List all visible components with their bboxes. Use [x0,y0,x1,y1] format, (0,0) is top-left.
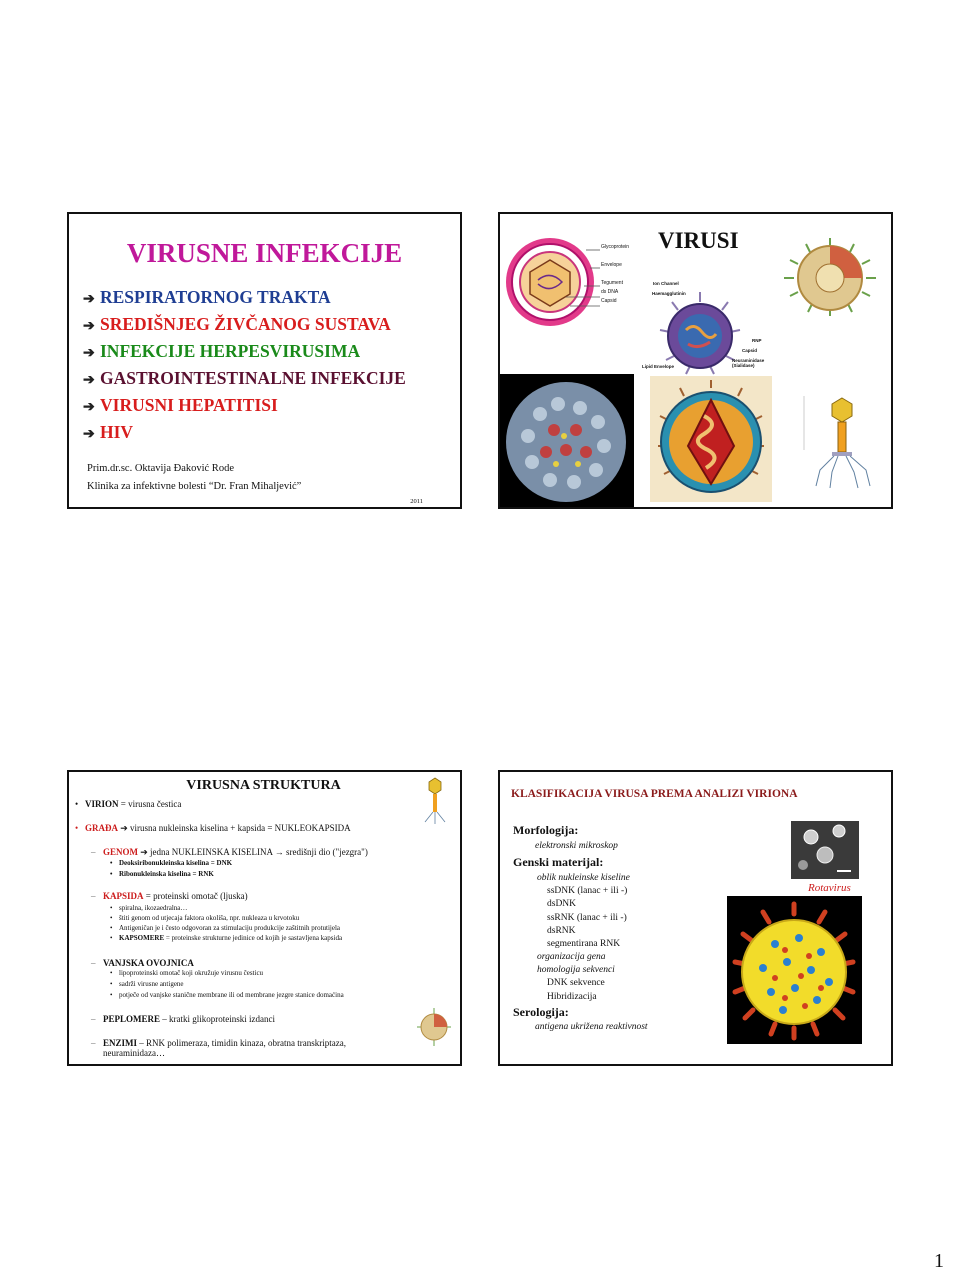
arrow-icon: ➔ [83,319,95,334]
influenza-diagram [650,286,760,386]
topic-item [83,339,406,366]
item-segmentirana: segmentirana RNK [547,939,621,949]
item-dnk-sekvence: DNK sekvence [547,978,605,988]
topic-item [83,393,406,420]
topic-item [83,285,406,312]
ovojnica-item: • potječe od vanjske stanične membrane ili od membrane jezgre stanice domaćina [110,991,344,999]
label-lipid-envelope: Lipid Envelope [642,364,675,369]
label-dsdna: ds DNA [601,289,619,295]
slide-title: VIRUSNA STRUKTURA [186,778,341,793]
slide-virusi [498,212,893,509]
kapsida-item: • Antigeničan je i često odgovoran za stimulaciju produkcije zaštitnih protutijela [110,924,341,932]
genom-dnk: • Deoksiribonukleinska kiselina = DNK [110,859,233,867]
item-ssrnk: ssRNK (lanac + ili -) [547,913,627,923]
item-hibridizacija: Hibridizacija [547,992,597,1002]
bullet-virion: • VIRION = virusna čestica [75,799,182,809]
genom-rnk: • Ribonukleinska kiselina = RNK [110,870,214,878]
topic-label: HIV [100,422,134,442]
arrow-icon: ➔ [83,400,95,415]
slide-virusna-struktura [67,770,462,1066]
item-homologija: homologija sekvenci [537,965,615,975]
topic-label: SREDIŠNJEG ŽIVČANOG SUSTAVA [100,314,391,334]
topic-list [83,285,406,447]
retrovirus-cross-section [650,376,772,502]
electron-micrograph [791,821,859,879]
sub-bullet-kapsida: – KAPSIDA = proteinski omotač (ljuska) [91,891,248,901]
label-neuraminidase: Neuraminidase (Sialidase) [732,358,765,368]
page-number: 1 [934,1250,944,1272]
label-glycoprotein: Glycoprotein [601,244,630,250]
icosahedral-virus-image [500,374,634,509]
bacteriophage-diagram [798,382,888,504]
heading-genski: Genski materijal: [513,855,604,869]
item-ssdnk: ssDNK (lanac + ili -) [547,886,628,896]
item-organizacija: organizacija gena [537,952,606,962]
author-name: Prim.dr.sc. Oktavija Đaković Rode [87,463,234,474]
enveloped-virus-thumbnail [409,1006,459,1048]
kapsida-item: • spiralna, ikozaedralna… [110,904,188,912]
topic-label: GASTROINTESTINALNE INFEKCIJE [100,368,406,388]
item-elektronski: elektronski mikroskop [535,841,618,851]
item-dsrnk: dsRNK [547,926,576,936]
heading-morfologija: Morfologija: [513,823,579,837]
label-ion-channel: Ion Channel [653,281,679,286]
phage-thumbnail [413,772,461,834]
author-block [87,460,301,496]
ovojnica-item: • sadrži virusne antigene [110,980,184,988]
sub-bullet-genom: – GENOM ➔ jedna NUKLEINSKA KISELINA → središnji dio ("jezgra") [91,847,368,857]
label-rnp: RNP [752,338,762,343]
herpesvirus-diagram [504,220,644,330]
slide-virusne-infekcije [67,212,462,509]
kapsomere-item: • KAPSOMERE = proteinske strukturne jedinice od kojih je sastavljena kapsida [110,934,343,942]
arrow-icon: ➔ [83,292,95,307]
slide-klasifikacija [498,770,893,1066]
topic-item [83,312,406,339]
sub-bullet-enzimi: – ENZIMI – RNK polimeraza, timidin kinaza, obratna transkriptaza, [91,1038,346,1048]
topic-label: RESPIRATORNOG TRAKTA [100,287,331,307]
slide-title: KLASIFIKACIJA VIRUSA PREMA ANALIZI VIRIONA [511,788,798,800]
sub-bullet-peplomere: – PEPLOMERE – kratki glikoproteinski izdanci [91,1014,275,1024]
topic-label: INFEKCIJE HERPESVIRUSIMA [100,341,361,361]
item-antigena: antigena ukrižena reaktivnost [535,1022,648,1032]
rotavirus-caption: Rotavirus [808,882,851,894]
label-envelope: Envelope [601,262,622,268]
label-tegument: Tegument [601,280,623,286]
arrow-icon: ➔ [83,427,95,442]
author-institution: Klinika za infektivne bolesti “Dr. Fran Mihaljević” [87,481,302,492]
kapsida-item: • štiti genom od utjecaja faktora okoliša, npr. nukleaza u krvotoku [110,914,300,922]
rotavirus-image [727,896,862,1044]
topic-label: VIRUSNI HEPATITISI [100,395,278,415]
item-oblik: oblik nukleinske kiseline [537,873,630,883]
ovojnica-item: • lipoproteinski omotač koji okružuje virusnu česticu [110,969,264,977]
label-capsid: Capsid [601,298,617,304]
sub-bullet-ovojnica: – VANJSKA OVOJNICA [91,958,194,968]
arrow-icon: ➔ [83,346,95,361]
label-capsid2: Capsid [742,348,758,353]
enveloped-virus-illustration [772,236,888,318]
heading-serologija: Serologija: [513,1005,569,1019]
bullet-grada: • GRAĐA ➔ virusna nukleinska kiselina + kapsida = NUKLEOKAPSIDA [75,823,351,833]
slide-year: 2011 [410,498,423,505]
slide-title: VIRUSNE INFEKCIJE [126,238,403,268]
slide-title: VIRUSI [658,228,739,253]
label-haemagglutinin: Haemagglutinin [652,291,686,296]
topic-item [83,420,406,447]
item-dsdnk: dsDNK [547,899,577,909]
arrow-icon: ➔ [83,373,95,388]
enzimi-continuation: neuraminidaza… [103,1048,165,1058]
topic-item [83,366,406,393]
